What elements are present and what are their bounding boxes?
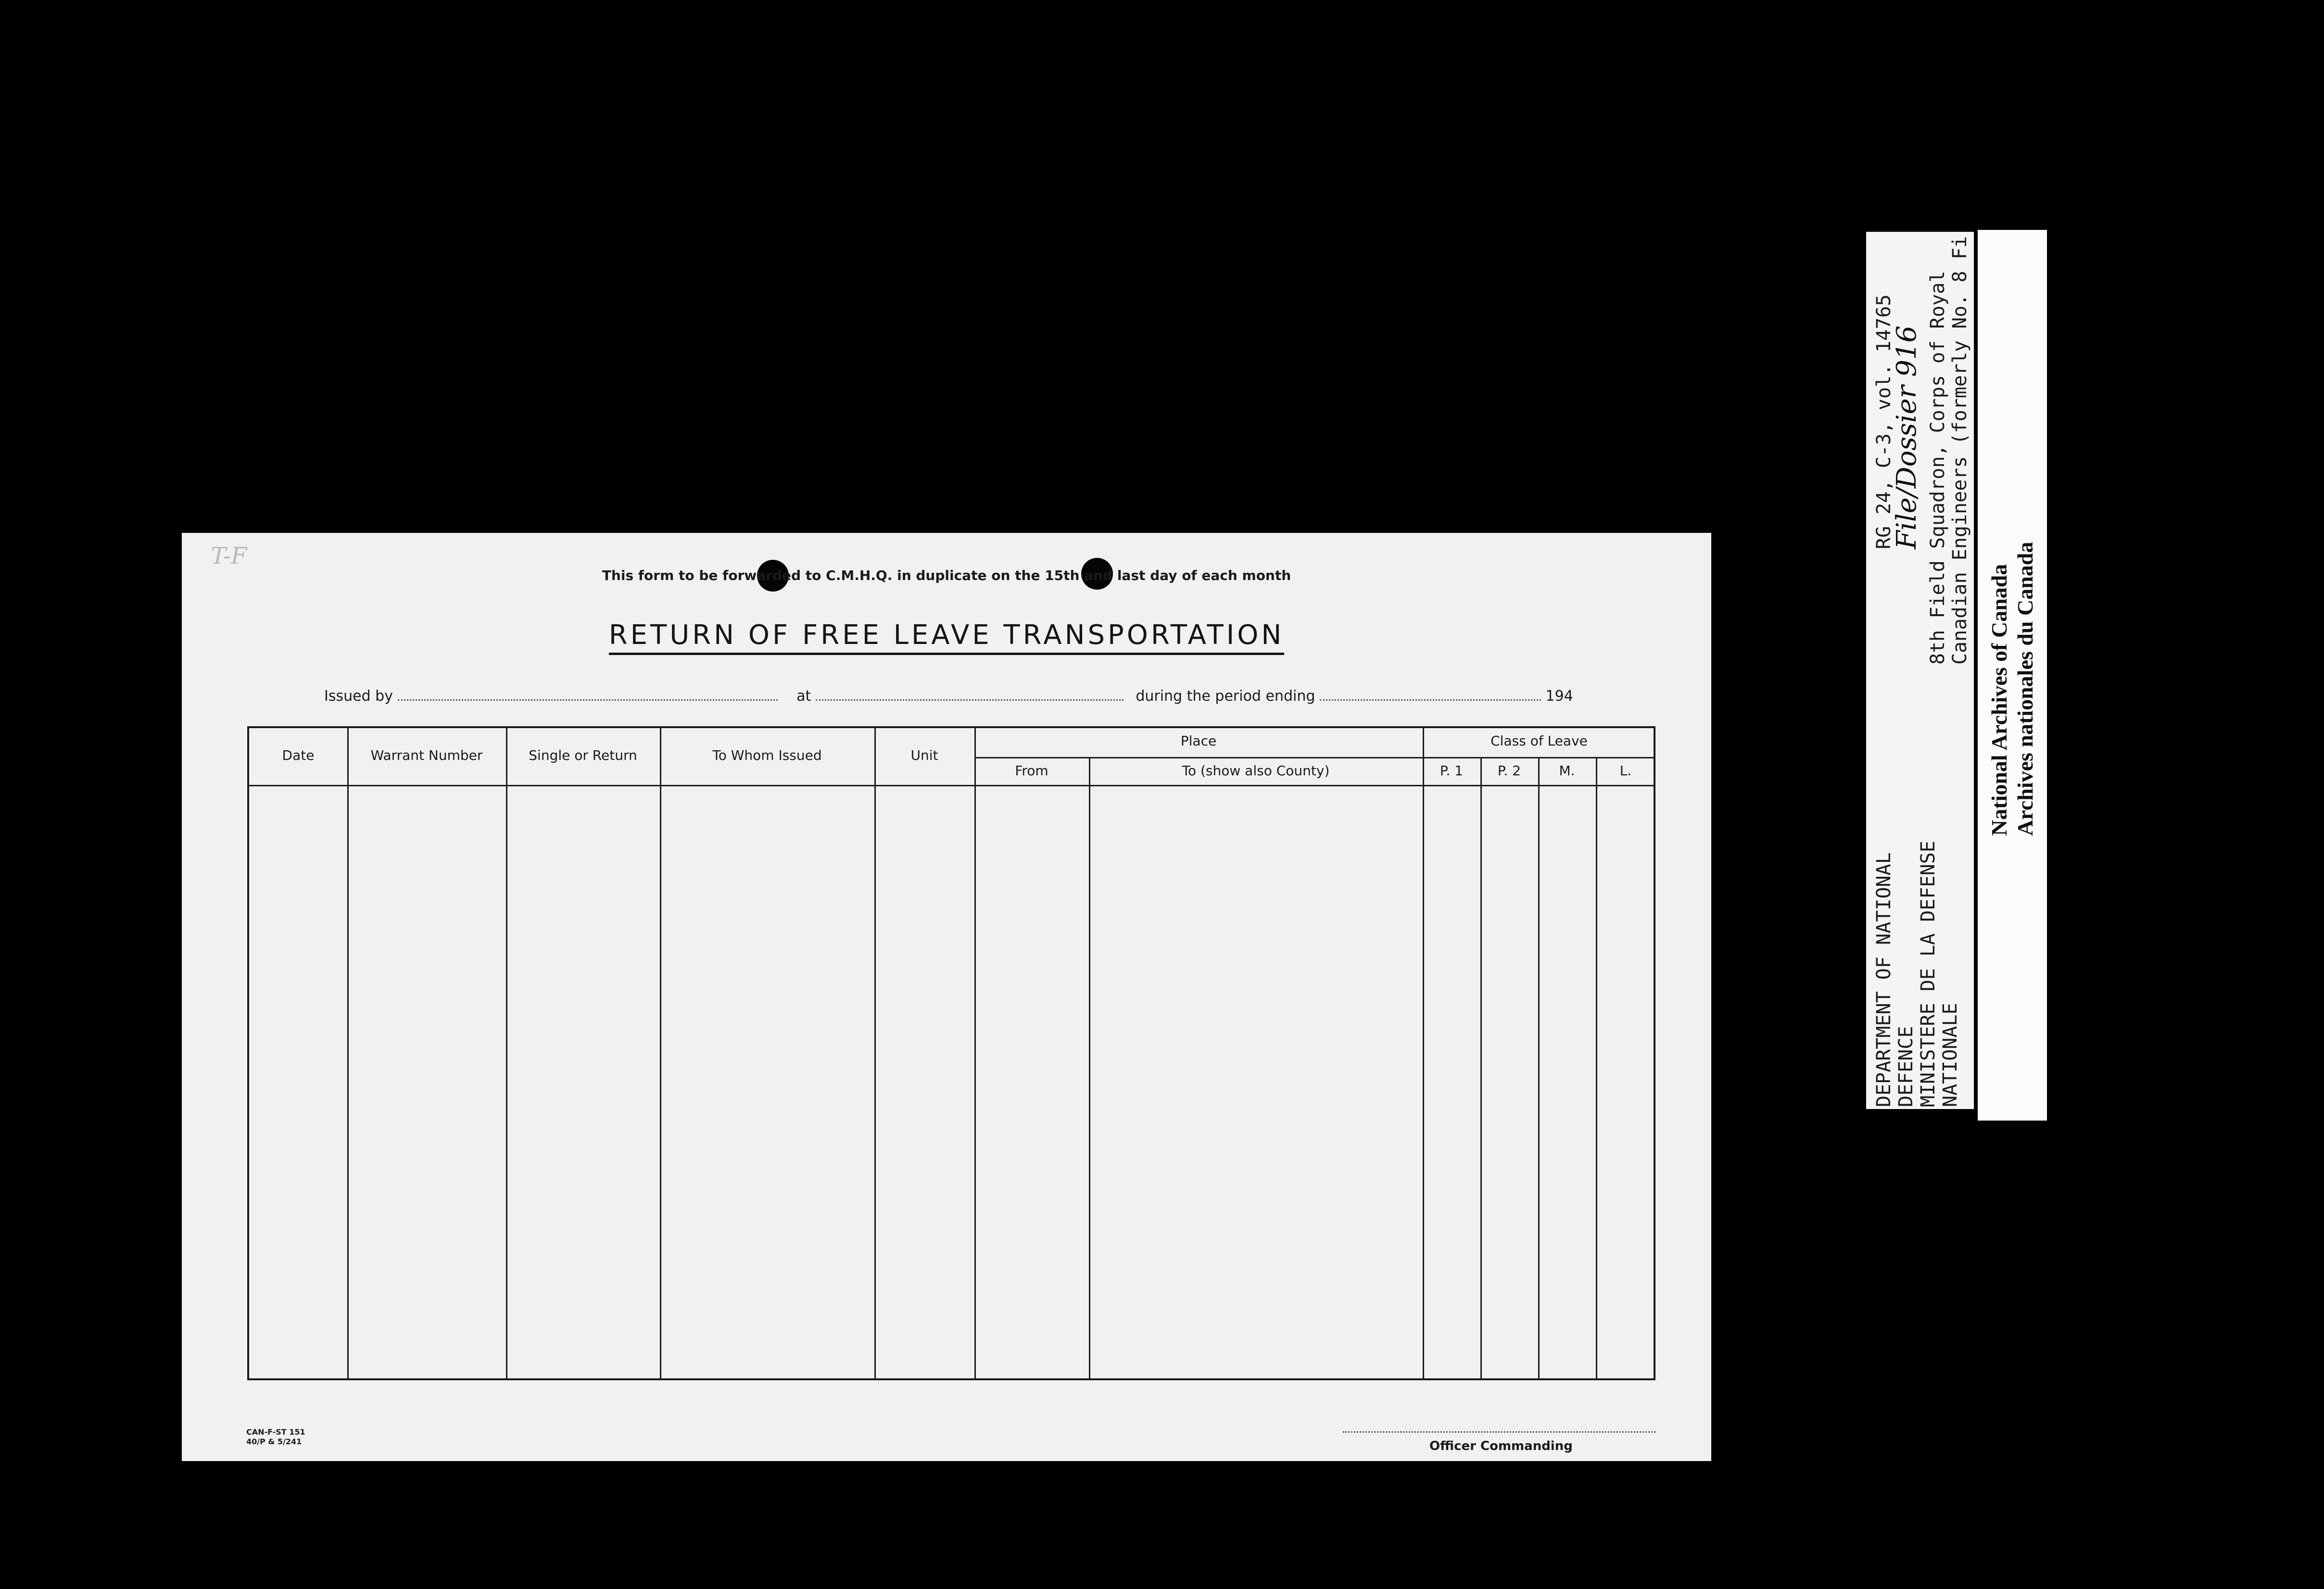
issued-by-field	[398, 687, 778, 701]
col-date: Date	[282, 747, 315, 763]
at-label: at	[796, 688, 811, 705]
col-from: From	[1015, 763, 1048, 779]
form-code: CAN-F-ST 151 40/P & 5/241	[246, 1427, 305, 1446]
col-to: To (show also County)	[1182, 763, 1330, 779]
signature-line	[1343, 1431, 1655, 1433]
col-p1: P. 1	[1440, 763, 1464, 779]
col-to-whom-issued: To Whom Issued	[712, 747, 822, 763]
col-p2: P. 2	[1497, 763, 1521, 779]
form-notice: This form to be forwarded to C.M.H.Q. in duplicate on the 15th and last day of each month	[602, 568, 1291, 583]
col-class-of-leave: Class of Leave	[1490, 733, 1588, 749]
form-title: RETURN OF FREE LEAVE TRANSPORTATION	[182, 619, 1711, 651]
period-ending-label: during the period ending	[1136, 688, 1315, 705]
pencil-mark: T-F	[211, 542, 247, 569]
issued-by-label: Issued by	[324, 688, 393, 705]
archive-stamp-text: National Archives of Canada Archives nationales du Canada	[1987, 542, 2037, 836]
archive-label	[1866, 232, 1974, 1109]
col-m: M.	[1559, 763, 1575, 779]
description-line-1: 8th Field Squadron, Corps of Royal	[1927, 271, 1949, 665]
col-l: L.	[1619, 763, 1632, 779]
file-dossier-handwritten: File/Dossier 916	[1891, 325, 1922, 549]
col-place: Place	[1180, 733, 1217, 749]
archive-reference: RG 24, C-3, vol. 14765	[1873, 294, 1895, 549]
col-warrant-number: Warrant Number	[370, 747, 483, 763]
description-line-2: Canadian Engineers (formerly No. 8 Fi	[1949, 236, 1971, 665]
officer-commanding-label: Officer Commanding	[1429, 1439, 1573, 1453]
department-block: DEPARTMENT OF NATIONAL DEFENCE MINISTERE DE LA DEFENSE NATIONALE	[1873, 841, 1961, 1107]
archive-stamp	[1978, 230, 2047, 1121]
form-sheet	[182, 533, 1711, 1461]
at-field	[816, 687, 1124, 701]
transport-table	[247, 726, 1655, 1380]
col-unit: Unit	[910, 747, 938, 763]
year-label: 194	[1545, 688, 1573, 705]
issued-line	[324, 687, 1573, 705]
col-single-or-return: Single or Return	[529, 747, 637, 763]
period-ending-field	[1320, 687, 1541, 701]
